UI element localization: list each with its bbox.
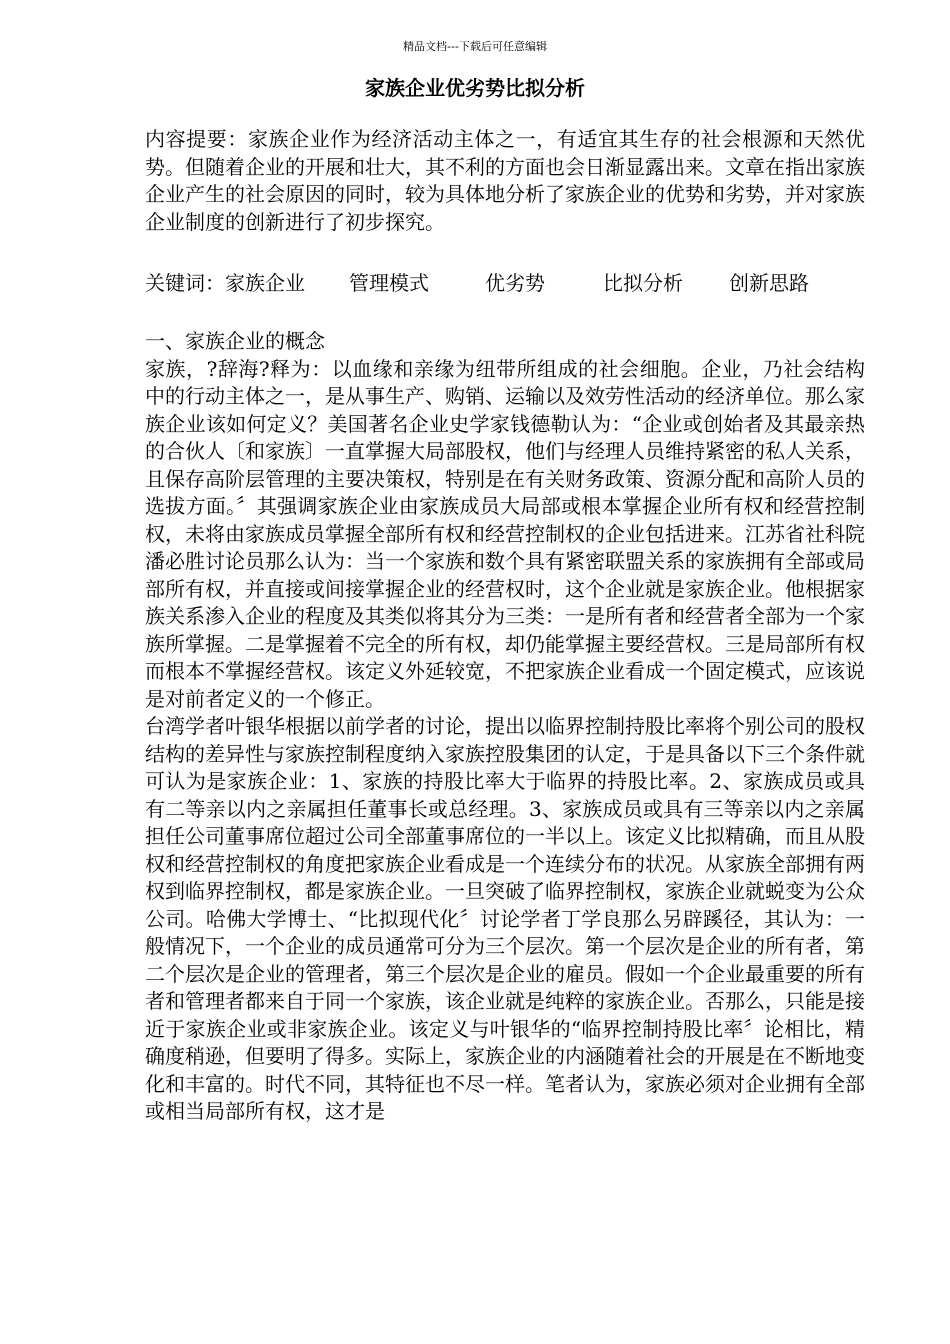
keywords-line [145,270,865,298]
keyword-item: 比拟分析 [603,271,683,295]
keyword-item: 创新思路 [729,271,809,295]
keyword-item: 家族企业 [225,271,305,295]
keyword-item: 优劣势 [485,271,545,295]
section-heading: 一、家族企业的概念 [145,329,325,353]
abstract-paragraph: 内容提要：家族企业作为经济活动主体之一，有适宜其生存的社会根源和天然优势。但随着企业的开展和壮大，其不利的方面也会日渐显露出来。文章在指出家族企业产生的社会原因的同时，较为具体地分析了家族企业的优势和劣势，并对家族企业制度的创新进行了初步探究。 [145,127,865,234]
body-paragraph: 家族，?辞海?释为：以血缘和亲缘为纽带所组成的社会细胞。企业，乃社会结构中的行动主体之一，是从事生产、购销、运输以及效劳性活动的经济单位。那么家族企业该如何定义？美国著名企业史学家钱德勒认为：“企业或创始者及其最亲热的合伙人〔和家族〕一直掌握大局部股权，他们与经理人员维持紧密的私人关系，且保存高阶层管理的主要决策权，特别是在有关财务政策、资源分配和高阶人员的选拔方面。〞其强调家族企业由家族成员大局部或根本掌握企业所有权和经营控制权，未将由家族成员掌握全部所有权和经营控制权的企业包括进来。江苏省社科院潘必胜讨论员那么认为：当一个家族和数个具有紧密联盟关系的家族拥有全部或局部所有权，并直接或间接掌握企业的经营权时，这个企业就是家族企业。他根据家族关系渗入企业的程度及其类似将其分为三类：一是所有者和经营者全部为一个家族所掌握。二是掌握着不完全的所有权，却仍能掌握主要经营权。三是局部所有权而根本不掌握经营权。该定义外延较宽，不把家族企业看成一个固定模式，应该说是对前者定义的一个修正。 [145,356,865,711]
keyword-item: 管理模式 [349,271,429,295]
section-1 [145,328,865,1126]
body-paragraph: 台湾学者叶银华根据以前学者的讨论，提出以临界控制持股比率将个别公司的股权结构的差异性与家族控制程度纳入家族控股集团的认定，于是具备以下三个条件就可认为是家族企业：1、家族的持股比率大于临界的持股比率。2、家族成员或具有二等亲以内之亲属担任董事长或总经理。3、家族成员或具有三等亲以内之亲属担任公司董事席位超过公司全部董事席位的一半以上。该定义比拟精确，而且从股权和经营控制权的角度把家族企业看成是一个连续分布的状况。从家族全部拥有两权到临界控制权，都是家族企业。一旦突破了临界控制权，家族企业就蜕变为公众公司。哈佛大学博士、“比拟现代化〞讨论学者丁学良那么另辟蹊径，其认为：一般情况下，一个企业的成员通常可分为三个层次。第一个层次是企业的所有者，第二个层次是企业的管理者，第三个层次是企业的雇员。假如一个企业最重要的所有者和管理者都来自于同一个家族，该企业就是纯粹的家族企业。否那么，只能是接近于家族企业或非家族企业。该定义与叶银华的“临界控制持股比率〞论相比，精确度稍逊，但要明了得多。实际上，家族企业的内涵随着社会的开展是在不断地变化和丰富的。时代不同，其特征也不尽一样。笔者认为，家族必须对企业拥有全部或相当局部所有权，这才是 [145,714,865,1123]
document-title: 家族企业优劣势比拟分析 [365,76,585,100]
keywords-label: 关键词： [145,271,225,295]
header-note: 精品文档---下载后可任意编辑 [403,40,547,53]
